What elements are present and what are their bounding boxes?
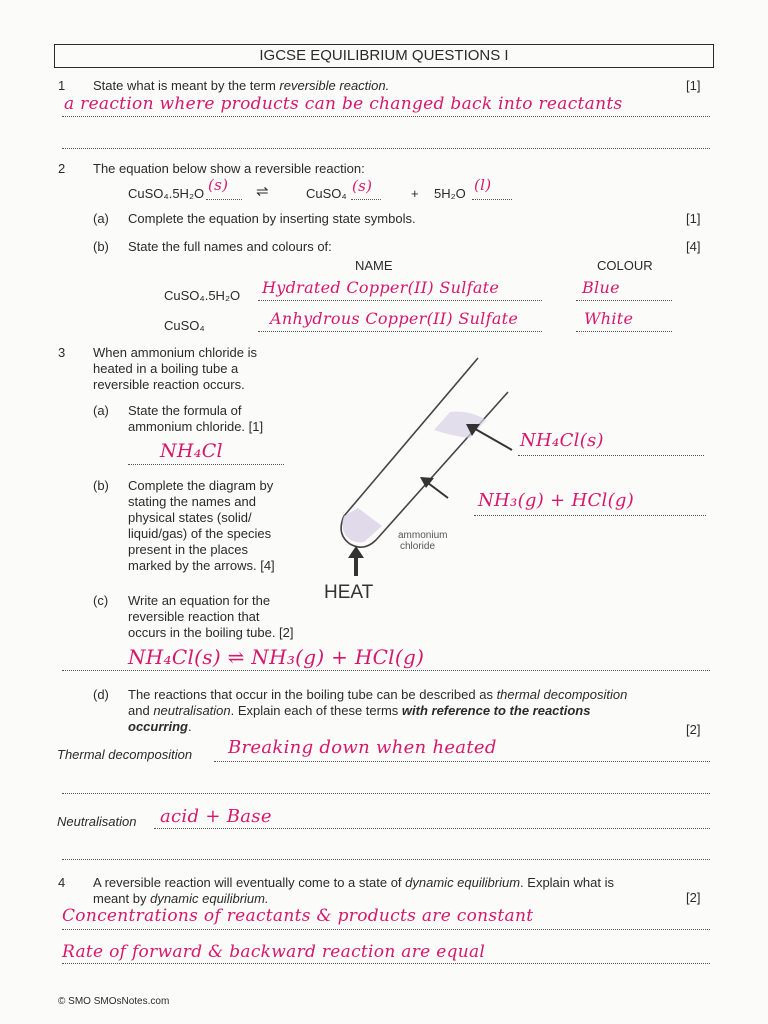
tube-label: ammonium chloride — [398, 530, 448, 552]
heat-arrow — [348, 546, 364, 576]
equation-reactant: CuSO₄.5H₂O — [128, 186, 205, 201]
question-3d-text: The reactions that occur in the boiling tube can be described as thermal decomposition and neutralisation. Explain each of these terms with reference to the reactions occurring. — [128, 687, 628, 734]
question-4-answer-1: Concentrations of reactants & products are constant — [62, 906, 534, 926]
question-2a-text: Complete the equation by inserting state symbols. — [128, 211, 416, 226]
answer-line — [62, 116, 710, 117]
answer-line — [62, 148, 710, 149]
row-1-name-answer: Hydrated Copper(II) Sulfate — [262, 278, 500, 297]
answer-line — [258, 300, 542, 301]
question-1-number: 1 — [58, 78, 66, 93]
question-4-number: 4 — [58, 875, 66, 890]
worksheet-title: IGCSE EQUILIBRIUM QUESTIONS I — [54, 44, 714, 68]
state-symbol-line — [472, 199, 512, 200]
question-2-number: 2 — [58, 161, 66, 176]
equation-product-2: 5H₂O — [434, 186, 466, 201]
question-3c-label: (c) — [93, 593, 109, 608]
question-3c-text: Write an equation for the reversible reaction that occurs in the boiling tube. [2] — [128, 593, 294, 640]
question-3b-text: Complete the diagram by stating the names and physical states (solid/ liquid/gas) of the species present in the places marked by the arrows. [4] — [128, 478, 275, 573]
diagram-label-gas-answer: NH₃(g) + HCl(g) — [478, 490, 635, 511]
question-2a-mark: [1] — [686, 211, 701, 226]
row-2-colour-answer: White — [584, 309, 634, 328]
state-symbol-answer: (s) — [208, 176, 229, 194]
neutralisation-answer: acid + Base — [160, 806, 272, 827]
answer-line — [62, 670, 710, 671]
question-3a-answer: NH₄Cl — [160, 440, 223, 462]
answer-line — [214, 761, 710, 762]
row-2-formula: CuSO₄ — [164, 318, 205, 333]
question-3a-label: (a) — [93, 403, 109, 418]
question-4-text: A reversible reaction will eventually come to a state of dynamic equilibrium. Explain what is meant by dynamic equilibrium. — [93, 875, 614, 906]
question-2-text: The equation below show a reversible reaction: — [93, 161, 365, 176]
answer-line — [62, 929, 710, 930]
answer-line — [258, 331, 542, 332]
question-3-intro: When ammonium chloride is heated in a boiling tube a reversible reaction occurs. — [93, 345, 258, 392]
question-3a-text: State the formula of ammonium chloride. [1] — [128, 403, 264, 434]
column-header-name: NAME — [355, 258, 393, 273]
answer-line — [576, 331, 672, 332]
answer-line — [128, 464, 284, 465]
question-3d-mark: [2] — [686, 722, 701, 737]
question-3-number: 3 — [58, 345, 66, 360]
question-1-text: State what is meant by the term reversible reaction. — [93, 78, 390, 93]
answer-line — [576, 300, 672, 301]
question-1-mark: [1] — [686, 78, 701, 93]
thermal-decomposition-label: Thermal decomposition — [57, 747, 193, 762]
boiling-tube-diagram — [320, 350, 620, 610]
column-header-colour: COLOUR — [597, 258, 653, 273]
equation-product-1: CuSO₄ — [306, 186, 347, 201]
state-symbol-line — [351, 199, 381, 200]
answer-line — [154, 828, 710, 829]
arrow-to-gas — [420, 477, 448, 498]
row-1-formula: CuSO₄.5H₂O — [164, 288, 241, 303]
footer-copyright: © SMO SMOsNotes.com — [58, 996, 170, 1007]
question-2b-label: (b) — [93, 239, 109, 254]
question-3d-label: (d) — [93, 687, 109, 702]
answer-line — [62, 963, 710, 964]
question-4-answer-2: Rate of forward & backward reaction are equal — [62, 942, 486, 962]
thermal-decomposition-answer: Breaking down when heated — [228, 737, 497, 758]
equilibrium-arrow: ⇌ — [256, 183, 269, 200]
question-2b-text: State the full names and colours of: — [128, 239, 332, 254]
state-symbol-answer: (s) — [352, 177, 373, 195]
question-1-answer: a reaction where products can be changed back into reactants — [64, 94, 623, 114]
neutralisation-label: Neutralisation — [57, 814, 137, 829]
answer-line — [518, 455, 704, 456]
question-3b-label: (b) — [93, 478, 109, 493]
equation-plus: + — [411, 186, 419, 201]
question-4-mark: [2] — [686, 890, 701, 905]
question-2b-mark: [4] — [686, 239, 701, 254]
boiling-tube — [341, 358, 508, 547]
answer-line — [62, 793, 710, 794]
heat-label: HEAT — [324, 582, 374, 603]
answer-line — [474, 515, 706, 516]
question-2a-label: (a) — [93, 211, 109, 226]
row-1-colour-answer: Blue — [582, 278, 620, 297]
row-2-name-answer: Anhydrous Copper(II) Sulfate — [270, 309, 519, 328]
answer-line — [62, 859, 710, 860]
question-3c-answer: NH₄Cl(s) ⇌ NH₃(g) + HCl(g) — [128, 645, 425, 669]
arrow-to-solid-deposit — [466, 424, 512, 450]
state-symbol-answer: (l) — [474, 176, 492, 194]
state-symbol-line — [206, 199, 242, 200]
diagram-label-solid-answer: NH₄Cl(s) — [520, 430, 604, 451]
